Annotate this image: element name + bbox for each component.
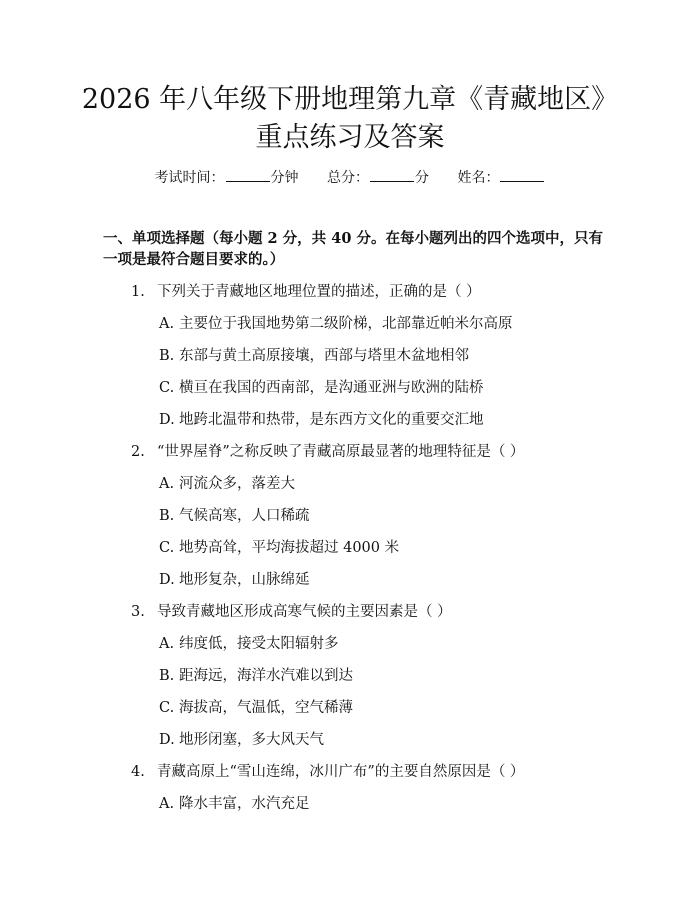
option-text: 地势高耸，平均海拔超过 4000 米 [179, 540, 400, 556]
exam-score [327, 170, 429, 186]
option-text: 气候高寒，人口稀疏 [179, 508, 310, 524]
option-letter: C. [159, 700, 175, 716]
option-2a [159, 474, 295, 494]
option-text: 纬度低，接受太阳辐射多 [179, 636, 339, 652]
option-4a [159, 794, 310, 814]
question-2 [131, 442, 524, 462]
option-text: 海拔高，气温低，空气稀薄 [179, 700, 353, 716]
exam-time [155, 170, 299, 186]
exam-name [457, 170, 545, 186]
option-letter: A. [159, 476, 175, 492]
option-text: 地形复杂，山脉绵延 [179, 572, 310, 588]
question-3 [131, 602, 452, 622]
option-1c [159, 378, 484, 398]
exam-meta [0, 168, 700, 188]
option-text: 东部与黄土高原接壤，西部与塔里木盆地相邻 [179, 348, 469, 364]
option-letter: B. [159, 508, 175, 524]
section-heading: 一、单项选择题（每小题 2 分，共 40 分。在每小题列出的四个选项中，只有一项是最符合题目要求的。） [103, 230, 603, 268]
exam-score-blank [370, 169, 414, 182]
option-text: 距海远，海洋水汽难以到达 [179, 668, 353, 684]
option-1b [159, 346, 469, 366]
option-letter: D. [159, 412, 175, 428]
question-text: “世界屋脊”之称反映了青藏高原最显著的地理特征是（ ） [157, 444, 525, 460]
exam-name-blank [500, 169, 544, 182]
option-1a [159, 314, 513, 334]
option-2b [159, 506, 310, 526]
question-4 [131, 762, 524, 782]
exam-time-label: 考试时间： [154, 170, 225, 186]
option-text: 地跨北温带和热带，是东西方文化的重要交汇地 [179, 412, 484, 428]
option-letter: B. [159, 668, 175, 684]
option-letter: C. [159, 380, 175, 396]
option-1d [159, 410, 484, 430]
option-letter: D. [159, 732, 175, 748]
exam-score-unit: 分 [415, 170, 429, 186]
page-title: 2026 年八年级下册地理第九章《青藏地区》 [81, 84, 619, 115]
exam-name-label: 姓名： [457, 170, 500, 186]
exam-time-blank [226, 169, 270, 182]
question-number: 1. [131, 284, 145, 300]
option-text: 降水丰富，水汽充足 [179, 796, 310, 812]
question-1 [131, 282, 481, 302]
option-letter: D. [159, 572, 175, 588]
option-letter: C. [159, 540, 175, 556]
option-text: 河流众多，落差大 [179, 476, 295, 492]
page-subtitle: 重点练习及答案 [255, 122, 445, 153]
option-2c [159, 538, 399, 558]
option-3a [159, 634, 339, 654]
option-letter: A. [159, 796, 175, 812]
option-text: 地形闭塞，多大风天气 [179, 732, 324, 748]
option-3d [159, 730, 324, 750]
option-text: 主要位于我国地势第二级阶梯，北部靠近帕米尔高原 [179, 316, 513, 332]
option-letter: A. [159, 316, 175, 332]
question-text: 导致青藏地区形成高寒气候的主要因素是（ ） [157, 604, 452, 620]
question-text: 下列关于青藏地区地理位置的描述，正确的是（ ） [157, 284, 481, 300]
option-letter: B. [159, 348, 175, 364]
exam-time-unit: 分钟 [270, 170, 299, 186]
question-number: 2. [131, 444, 145, 460]
option-3b [159, 666, 353, 686]
option-3c [159, 698, 353, 718]
question-number: 4. [131, 764, 145, 780]
option-letter: A. [159, 636, 175, 652]
option-2d [159, 570, 310, 590]
exam-score-label: 总分： [327, 170, 369, 186]
question-text: 青藏高原上“雪山连绵，冰川广布”的主要自然原因是（ ） [157, 764, 525, 780]
option-text: 横亘在我国的西南部，是沟通亚洲与欧洲的陆桥 [179, 380, 484, 396]
question-number: 3. [131, 604, 145, 620]
